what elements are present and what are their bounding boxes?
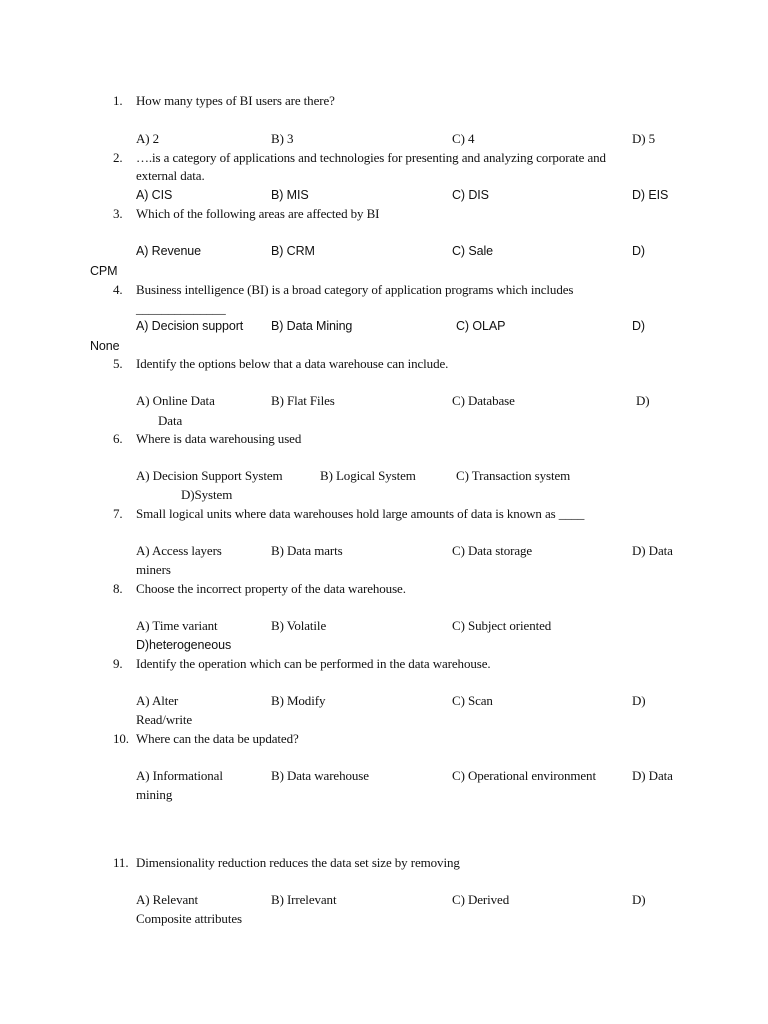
question-6-text: Where is data warehousing used (136, 431, 302, 446)
question-5-option-c: C) Database (452, 393, 515, 408)
question-1-option-b: B) 3 (271, 131, 294, 146)
question-5-text: Identify the options below that a data warehouse can include. (136, 356, 449, 371)
question-5-option-a-wrap: Data (158, 413, 183, 428)
question-3-option-b: B) CRM (271, 244, 315, 258)
question-10-text: Where can the data be updated? (136, 731, 299, 746)
question-9-option-d-wrap: Read/write (136, 712, 193, 727)
question-11-text: Dimensionality reduction reduces the data set size by removing (136, 855, 460, 870)
question-9-option-b: B) Modify (271, 693, 326, 708)
question-6-option-d: D)System (181, 487, 233, 502)
question-11-number: 11. (113, 855, 129, 870)
question-2-text-line-2: external data. (136, 168, 205, 183)
question-3-text: Which of the following areas are affected by BI (136, 206, 380, 221)
question-1-option-d: D) 5 (632, 131, 656, 146)
question-8-option-c: C) Subject oriented (452, 618, 552, 633)
question-2-number: 2. (113, 150, 123, 165)
question-2-option-a: A) CIS (136, 188, 173, 202)
question-9-option-c: C) Scan (452, 693, 493, 708)
question-3-number: 3. (113, 206, 123, 221)
question-7-text: Small logical units where data warehouses hold large amounts of data is known as ____ (136, 506, 585, 521)
question-8-option-a: A) Time variant (136, 618, 218, 633)
question-10-option-d: D) Data (632, 768, 673, 783)
question-11-option-b: B) Irrelevant (271, 892, 337, 907)
question-11-option-d-wrap: Composite attributes (136, 911, 242, 926)
question-10-option-c: C) Operational environment (452, 768, 596, 783)
question-10-option-b: B) Data warehouse (271, 768, 369, 783)
question-8-text: Choose the incorrect property of the data warehouse. (136, 581, 406, 596)
question-7-option-d-wrap: miners (136, 562, 171, 577)
question-4-option-d: D) (632, 319, 645, 333)
question-5-number: 5. (113, 356, 123, 371)
question-7-number: 7. (113, 506, 123, 521)
question-7-option-c: C) Data storage (452, 543, 533, 558)
question-6-option-a: A) Decision Support System (136, 468, 283, 483)
question-2-text-line-1: ….is a category of applications and technologies for presenting and analyzing corporate and (136, 150, 606, 165)
question-10-number: 10. (113, 731, 129, 746)
question-3-option-d: D) (632, 244, 645, 258)
question-3-option-d-wrap: CPM (90, 264, 118, 278)
question-1-number: 1. (113, 93, 123, 108)
question-2-option-c: C) DIS (452, 188, 489, 202)
question-7-option-d: D) Data (632, 543, 673, 558)
question-4-option-d-wrap: None (90, 339, 120, 353)
question-11-option-c: C) Derived (452, 892, 510, 907)
question-2-option-b: B) MIS (271, 188, 309, 202)
question-5-option-b: B) Flat Files (271, 393, 335, 408)
question-3-option-c: C) Sale (452, 244, 493, 258)
question-8-number: 8. (113, 581, 123, 596)
question-1-option-c: C) 4 (452, 131, 475, 146)
question-4-answer-blank: ______________ (136, 301, 226, 316)
question-8-option-d: D)heterogeneous (136, 638, 232, 652)
question-1-text: How many types of BI users are there? (136, 93, 335, 108)
question-9-number: 9. (113, 656, 123, 671)
question-10-option-d-wrap: mining (136, 787, 173, 802)
question-6-option-c: C) Transaction system (456, 468, 571, 483)
question-4-option-b: B) Data Mining (271, 319, 353, 333)
question-4-number: 4. (113, 282, 123, 297)
question-2-option-d: D) EIS (632, 188, 669, 202)
question-9-option-d: D) (632, 693, 646, 708)
question-11-option-a: A) Relevant (136, 892, 199, 907)
question-5-option-a: A) Online Data (136, 393, 215, 408)
question-9-text: Identify the operation which can be performed in the data warehouse. (136, 656, 491, 671)
question-5-option-d: D) (636, 393, 650, 408)
question-6-option-b: B) Logical System (320, 468, 416, 483)
question-4-option-c: C) OLAP (456, 319, 506, 333)
question-9-option-a: A) Alter (136, 693, 179, 708)
question-10-option-a: A) Informational (136, 768, 223, 783)
question-1-option-a: A) 2 (136, 131, 160, 146)
question-6-number: 6. (113, 431, 123, 446)
question-4-text: Business intelligence (BI) is a broad category of application programs which includes (136, 282, 574, 297)
question-7-option-a: A) Access layers (136, 543, 222, 558)
question-8-option-b: B) Volatile (271, 618, 327, 633)
question-7-option-b: B) Data marts (271, 543, 343, 558)
question-3-option-a: A) Revenue (136, 244, 202, 258)
question-4-option-a: A) Decision support (136, 319, 244, 333)
question-11-option-d: D) (632, 892, 646, 907)
